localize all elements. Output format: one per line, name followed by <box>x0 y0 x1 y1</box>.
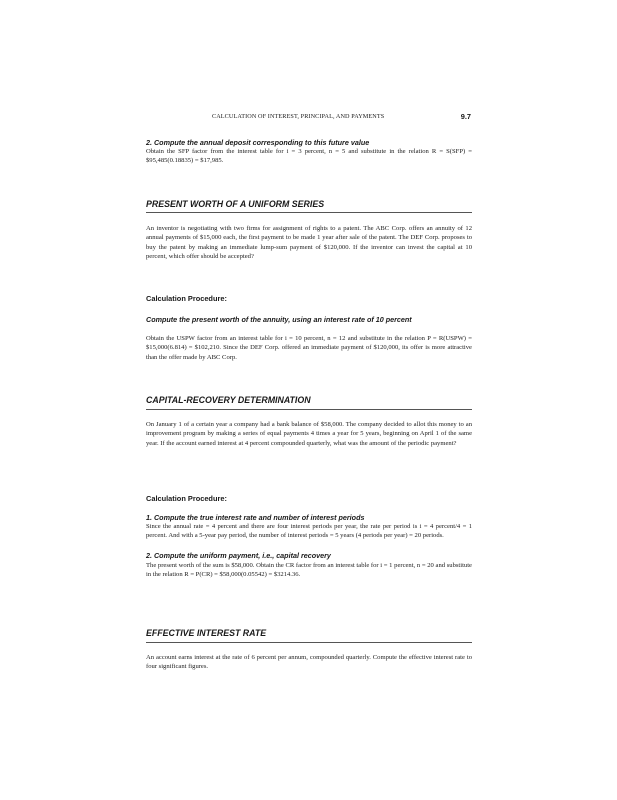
capital-recovery-step2-heading: 2. Compute the uniform payment, i.e., capital recovery <box>146 551 331 560</box>
capital-recovery-step1-text: Since the annual rate = 4 percent and there are four interest periods per year, the rate per period is i = 4 percent/4 = 1 percent. And with a 5-year pay period, the number of interest periods = 5 years (4 periods per year) = 20 periods. <box>146 523 472 540</box>
section-title-present-worth: PRESENT WORTH OF A UNIFORM SERIES <box>146 199 325 209</box>
section-title-capital-recovery: CAPITAL-RECOVERY DETERMINATION <box>146 395 311 405</box>
present-worth-problem: An inventor is negotiating with two firms for assignment of rights to a patent. The ABC Corp. offers an annuity of 12 annual payments of $15,000 each, the first payment to be made 1 year after sale of the patent. The DEF Corp. proposes to buy the patent by making an immediate lump-sum payment of $120,000. If the inventor can invest the capital at 10 percent, which offer should be accepted? <box>146 225 472 261</box>
section-title-effective-rate: EFFECTIVE INTEREST RATE <box>146 628 267 638</box>
sfp-step-text: Obtain the SFP factor from the interest table for i = 3 percent, n = 5 and substitute in the relation R = S(SFP) = $95,485(0.18835) = $17,985. <box>146 148 472 165</box>
section-rule <box>146 212 472 213</box>
page-number: 9.7 <box>460 112 471 121</box>
running-title: CALCULATION OF INTEREST, PRINCIPAL, AND PAYMENTS <box>212 113 385 120</box>
capital-recovery-step2-text: The present worth of the sum is $58,000. Obtain the CR factor from an interest table for i = 1 percent, n = 20 and substitute in the relation R = P(CR) = $58,000(0.05542) = $3214.36. <box>146 562 472 579</box>
capital-recovery-problem: On January 1 of a certain year a company had a bank balance of $58,000. The company decided to allot this money to an improvement program by making a series of equal payments 4 times a year for 5 years, beginning on April 1 of the same year. If the account earned interest at 4 percent compounded quarterly, what was the amount of the periodic payment? <box>146 421 472 447</box>
effective-rate-problem: An account earns interest at the rate of 6 percent per annum, compounded quarterly. Compute the effective interest rate to four significant figures. <box>146 654 472 671</box>
present-worth-step-heading: Compute the present worth of the annuity, using an interest rate of 10 percent <box>146 315 412 324</box>
section-rule <box>146 409 472 410</box>
section-rule <box>146 642 472 643</box>
present-worth-step-text: Obtain the USPW factor from an interest table for i = 10 percent, n = 12 and substitute in the relation P = R(USPW) = $15,000(6.814) = $102,210. Since the DEF Corp. offered an immediate payment of $120,000, its offer is more attractive than the offer made by ABC Corp. <box>146 335 472 361</box>
capital-recovery-procedure-label: Calculation Procedure: <box>146 494 227 503</box>
capital-recovery-step1-heading: 1. Compute the true interest rate and number of interest periods <box>146 513 365 522</box>
sfp-step-heading: 2. Compute the annual deposit corresponding to this future value <box>146 138 370 147</box>
running-header <box>146 113 472 125</box>
present-worth-procedure-label: Calculation Procedure: <box>146 294 227 303</box>
